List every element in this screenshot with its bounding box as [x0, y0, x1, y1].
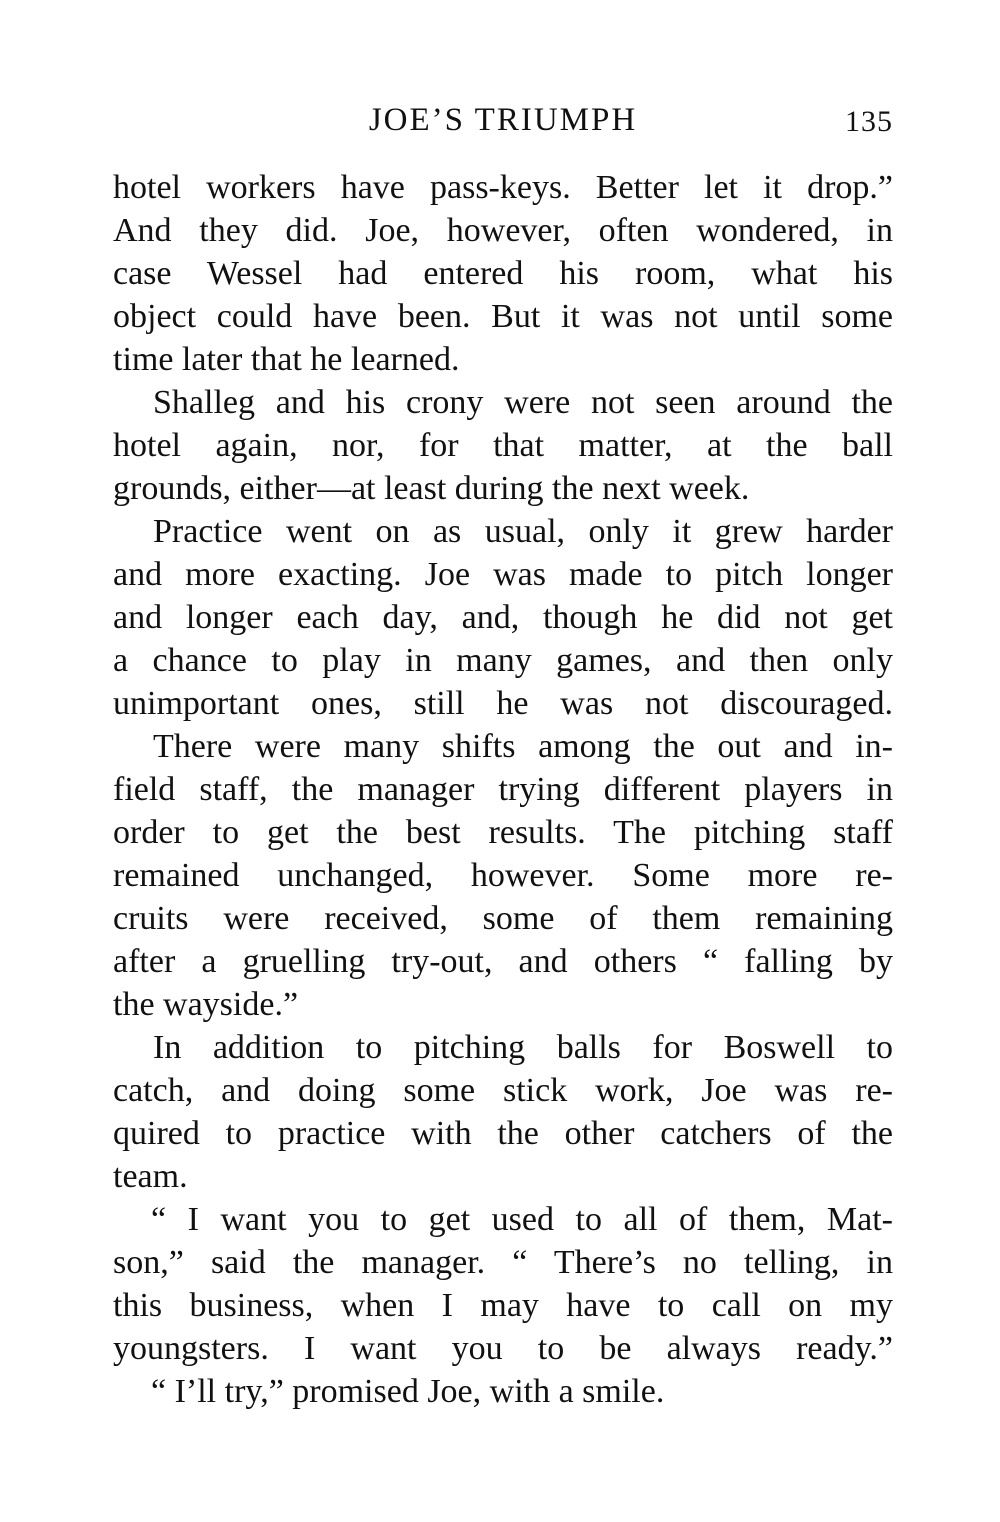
paragraph [113, 381, 893, 510]
text-line: case Wessel had entered his room, what his [113, 255, 893, 292]
text-line: Practice went on as usual, only it grew harder [153, 513, 893, 550]
paragraph [113, 1370, 893, 1413]
text-line: field staff, the manager trying different players in [113, 771, 893, 808]
text-line: order to get the best results. The pitching staff [113, 814, 893, 851]
text-line: catch, and doing some stick work, Joe was re- [113, 1072, 893, 1109]
text-line: hotel workers have pass-keys. Better let it drop.” [113, 169, 893, 206]
text-line: and more exacting. Joe was made to pitch longer [113, 556, 893, 593]
text-line: the wayside.” [113, 986, 299, 1023]
text-line: youngsters. I want you to be always ready.” [113, 1330, 893, 1367]
text-line: And they did. Joe, however, often wondered, in [113, 212, 893, 249]
running-head [113, 98, 893, 142]
text-line: cruits were received, some of them remaining [113, 900, 893, 937]
text-line: “ I’ll try,” promised Joe, with a smile. [151, 1373, 665, 1410]
body-text [113, 166, 893, 1413]
text-line: object could have been. But it was not until some [113, 298, 893, 335]
text-line: There were many shifts among the out and in- [153, 728, 893, 765]
text-line: In addition to pitching balls for Boswell to [153, 1029, 893, 1066]
text-line: after a gruelling try-out, and others “ falling by [113, 943, 893, 980]
text-line: unimportant ones, still he was not discouraged. [113, 685, 893, 722]
page-number: 135 [845, 105, 893, 138]
text-line: remained unchanged, however. Some more re- [113, 857, 893, 894]
text-line: a chance to play in many games, and then only [113, 642, 893, 679]
text-line: “ I want you to get used to all of them, Mat- [151, 1201, 893, 1238]
paragraph [113, 166, 893, 381]
paragraph [113, 1026, 893, 1198]
paragraph [113, 1198, 893, 1370]
text-line: son,” said the manager. “ There’s no telling, in [113, 1244, 893, 1281]
text-line: Shalleg and his crony were not seen around the [153, 384, 893, 421]
text-line: this business, when I may have to call on my [113, 1287, 893, 1324]
text-line: and longer each day, and, though he did not get [113, 599, 893, 636]
text-line: team. [113, 1158, 188, 1195]
text-line: hotel again, nor, for that matter, at the ball [113, 427, 893, 464]
text-line: quired to practice with the other catchers of the [113, 1115, 893, 1152]
paragraph [113, 725, 893, 1026]
text-line: grounds, either—at least during the next week. [113, 470, 750, 507]
paragraph [113, 510, 893, 725]
text-line: time later that he learned. [113, 341, 460, 378]
running-title: JOE’S TRIUMPH [368, 102, 638, 138]
